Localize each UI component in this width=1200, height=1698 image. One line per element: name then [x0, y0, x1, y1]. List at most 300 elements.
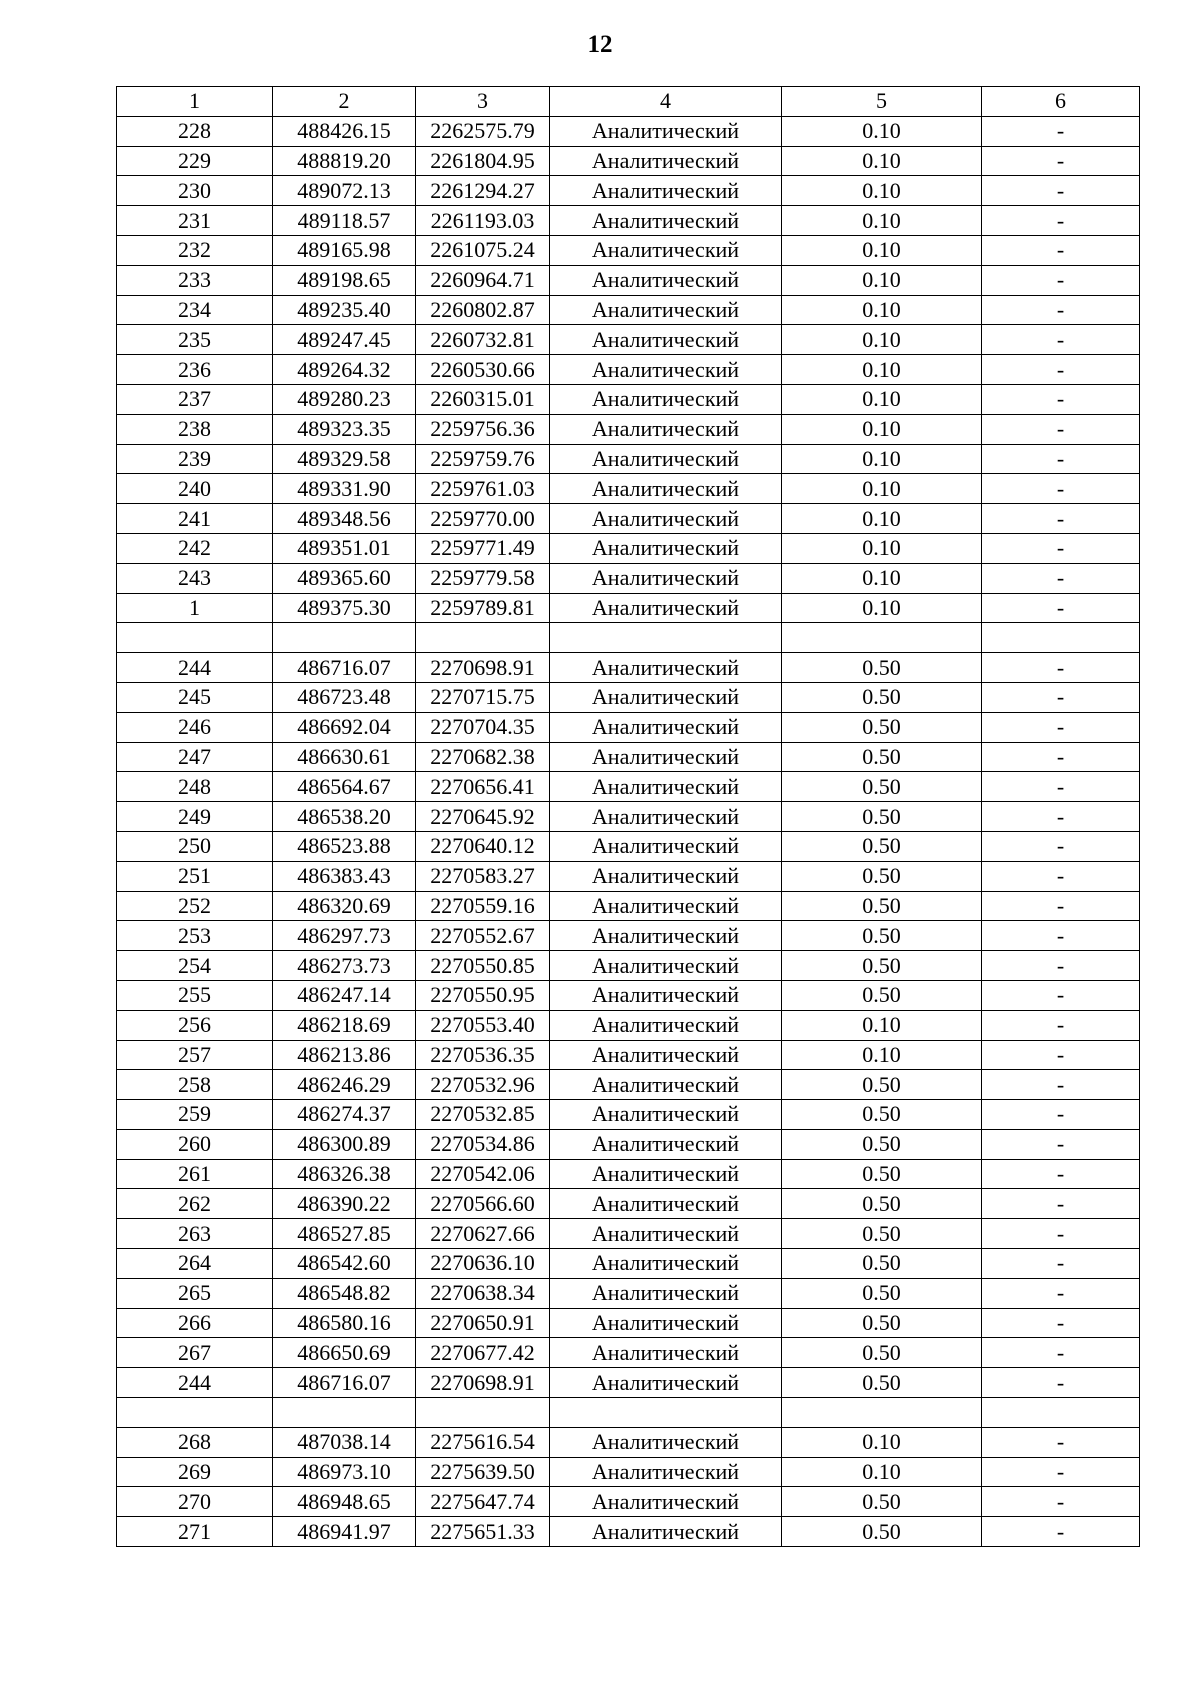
table-row [117, 891, 1140, 921]
table-row [117, 772, 1140, 802]
accuracy-cell: 0.50 [782, 1070, 982, 1100]
note-cell: - [982, 1010, 1140, 1040]
y-coordinate-cell [416, 1398, 550, 1428]
accuracy-cell [782, 623, 982, 653]
x-coordinate-cell: 489165.98 [273, 235, 416, 265]
y-coordinate-cell: 2270656.41 [416, 772, 550, 802]
table-row [117, 206, 1140, 236]
note-cell: - [982, 891, 1140, 921]
accuracy-cell: 0.50 [782, 772, 982, 802]
note-cell: - [982, 772, 1140, 802]
accuracy-cell: 0.10 [782, 146, 982, 176]
point-number-cell: 233 [117, 265, 273, 295]
note-cell: - [982, 1308, 1140, 1338]
table-row [117, 802, 1140, 832]
accuracy-cell: 0.10 [782, 1040, 982, 1070]
table-header [117, 87, 1140, 117]
point-number-cell: 255 [117, 980, 273, 1010]
table-row [117, 146, 1140, 176]
method-cell: Аналитический [550, 1427, 782, 1457]
table-row [117, 474, 1140, 504]
x-coordinate-cell: 489351.01 [273, 533, 416, 563]
accuracy-cell: 0.50 [782, 1159, 982, 1189]
accuracy-cell: 0.50 [782, 1100, 982, 1130]
y-coordinate-cell: 2270542.06 [416, 1159, 550, 1189]
y-coordinate-cell: 2270698.91 [416, 653, 550, 683]
table-row [117, 265, 1140, 295]
table-row [117, 1338, 1140, 1368]
table-row [117, 1100, 1140, 1130]
x-coordinate-cell: 486326.38 [273, 1159, 416, 1189]
accuracy-cell: 0.10 [782, 325, 982, 355]
point-number-cell: 262 [117, 1189, 273, 1219]
x-coordinate-cell: 489264.32 [273, 355, 416, 385]
accuracy-cell: 0.50 [782, 1338, 982, 1368]
table-row [117, 593, 1140, 623]
x-coordinate-cell: 486650.69 [273, 1338, 416, 1368]
y-coordinate-cell: 2275616.54 [416, 1427, 550, 1457]
point-number-cell: 238 [117, 414, 273, 444]
point-number-cell: 235 [117, 325, 273, 355]
method-cell: Аналитический [550, 1070, 782, 1100]
accuracy-cell: 0.50 [782, 891, 982, 921]
x-coordinate-cell: 489072.13 [273, 176, 416, 206]
x-coordinate-cell: 486320.69 [273, 891, 416, 921]
note-cell: - [982, 206, 1140, 236]
x-coordinate-cell: 486538.20 [273, 802, 416, 832]
x-coordinate-cell: 489329.58 [273, 444, 416, 474]
y-coordinate-cell: 2259789.81 [416, 593, 550, 623]
note-cell: - [982, 593, 1140, 623]
method-cell: Аналитический [550, 682, 782, 712]
point-number-cell: 270 [117, 1487, 273, 1517]
point-number-cell: 261 [117, 1159, 273, 1189]
y-coordinate-cell: 2260732.81 [416, 325, 550, 355]
method-cell: Аналитический [550, 116, 782, 146]
x-coordinate-cell: 486527.85 [273, 1219, 416, 1249]
x-coordinate-cell: 486273.73 [273, 951, 416, 981]
y-coordinate-cell: 2270550.85 [416, 951, 550, 981]
accuracy-cell: 0.50 [782, 1219, 982, 1249]
column-header-5: 5 [782, 87, 982, 117]
method-cell: Аналитический [550, 921, 782, 951]
y-coordinate-cell: 2270638.34 [416, 1278, 550, 1308]
note-cell: - [982, 921, 1140, 951]
note-cell: - [982, 1368, 1140, 1398]
y-coordinate-cell: 2270627.66 [416, 1219, 550, 1249]
y-coordinate-cell: 2270559.16 [416, 891, 550, 921]
note-cell: - [982, 235, 1140, 265]
x-coordinate-cell: 489348.56 [273, 504, 416, 534]
accuracy-cell: 0.50 [782, 861, 982, 891]
method-cell: Аналитический [550, 176, 782, 206]
method-cell: Аналитический [550, 742, 782, 772]
accuracy-cell: 0.50 [782, 921, 982, 951]
accuracy-cell: 0.50 [782, 1487, 982, 1517]
table-row [117, 384, 1140, 414]
x-coordinate-cell: 486383.43 [273, 861, 416, 891]
point-number-cell: 250 [117, 831, 273, 861]
accuracy-cell: 0.50 [782, 712, 982, 742]
note-cell: - [982, 951, 1140, 981]
point-number-cell: 263 [117, 1219, 273, 1249]
x-coordinate-cell: 486941.97 [273, 1517, 416, 1547]
accuracy-cell: 0.50 [782, 653, 982, 683]
point-number-cell: 248 [117, 772, 273, 802]
accuracy-cell: 0.50 [782, 1308, 982, 1338]
y-coordinate-cell: 2261075.24 [416, 235, 550, 265]
x-coordinate-cell: 489331.90 [273, 474, 416, 504]
x-coordinate-cell: 489198.65 [273, 265, 416, 295]
point-number-cell: 253 [117, 921, 273, 951]
y-coordinate-cell: 2275651.33 [416, 1517, 550, 1547]
y-coordinate-cell: 2270698.91 [416, 1368, 550, 1398]
y-coordinate-cell: 2261294.27 [416, 176, 550, 206]
point-number-cell: 244 [117, 1368, 273, 1398]
note-cell: - [982, 1189, 1140, 1219]
note-cell: - [982, 653, 1140, 683]
point-number-cell: 228 [117, 116, 273, 146]
x-coordinate-cell: 486630.61 [273, 742, 416, 772]
accuracy-cell: 0.50 [782, 1249, 982, 1279]
point-number-cell: 264 [117, 1249, 273, 1279]
x-coordinate-cell: 486948.65 [273, 1487, 416, 1517]
y-coordinate-cell: 2262575.79 [416, 116, 550, 146]
x-coordinate-cell: 486247.14 [273, 980, 416, 1010]
accuracy-cell: 0.10 [782, 563, 982, 593]
table-row [117, 355, 1140, 385]
note-cell: - [982, 742, 1140, 772]
note-cell: - [982, 1159, 1140, 1189]
point-number-cell: 240 [117, 474, 273, 504]
x-coordinate-cell: 486246.29 [273, 1070, 416, 1100]
table-row [117, 1308, 1140, 1338]
note-cell: - [982, 384, 1140, 414]
point-number-cell: 245 [117, 682, 273, 712]
point-number-cell: 260 [117, 1129, 273, 1159]
x-coordinate-cell: 486390.22 [273, 1189, 416, 1219]
accuracy-cell: 0.10 [782, 474, 982, 504]
y-coordinate-cell: 2270645.92 [416, 802, 550, 832]
y-coordinate-cell: 2270550.95 [416, 980, 550, 1010]
separator-row [117, 623, 1140, 653]
y-coordinate-cell [416, 623, 550, 653]
y-coordinate-cell: 2270534.86 [416, 1129, 550, 1159]
table-row [117, 295, 1140, 325]
method-cell: Аналитический [550, 1368, 782, 1398]
accuracy-cell: 0.10 [782, 295, 982, 325]
accuracy-cell: 0.10 [782, 206, 982, 236]
accuracy-cell: 0.50 [782, 682, 982, 712]
table-row [117, 533, 1140, 563]
note-cell: - [982, 295, 1140, 325]
y-coordinate-cell: 2270650.91 [416, 1308, 550, 1338]
x-coordinate-cell: 488819.20 [273, 146, 416, 176]
note-cell: - [982, 682, 1140, 712]
accuracy-cell: 0.50 [782, 1517, 982, 1547]
point-number-cell [117, 1398, 273, 1428]
x-coordinate-cell: 486300.89 [273, 1129, 416, 1159]
point-number-cell: 254 [117, 951, 273, 981]
point-number-cell: 232 [117, 235, 273, 265]
note-cell: - [982, 1457, 1140, 1487]
note-cell: - [982, 1219, 1140, 1249]
table-body [117, 116, 1140, 1546]
point-number-cell: 252 [117, 891, 273, 921]
method-cell: Аналитический [550, 533, 782, 563]
point-number-cell: 257 [117, 1040, 273, 1070]
method-cell: Аналитический [550, 1457, 782, 1487]
x-coordinate-cell: 489280.23 [273, 384, 416, 414]
point-number-cell: 236 [117, 355, 273, 385]
y-coordinate-cell: 2260964.71 [416, 265, 550, 295]
x-coordinate-cell: 486213.86 [273, 1040, 416, 1070]
note-cell: - [982, 325, 1140, 355]
y-coordinate-cell: 2270583.27 [416, 861, 550, 891]
page-number: 12 [587, 31, 613, 58]
method-cell: Аналитический [550, 802, 782, 832]
method-cell: Аналитический [550, 712, 782, 742]
point-number-cell: 247 [117, 742, 273, 772]
accuracy-cell [782, 1398, 982, 1428]
column-header-1: 1 [117, 87, 273, 117]
x-coordinate-cell: 489235.40 [273, 295, 416, 325]
table-row [117, 682, 1140, 712]
note-cell: - [982, 861, 1140, 891]
method-cell: Аналитический [550, 444, 782, 474]
y-coordinate-cell: 2259770.00 [416, 504, 550, 534]
method-cell: Аналитический [550, 384, 782, 414]
x-coordinate-cell: 489118.57 [273, 206, 416, 236]
y-coordinate-cell: 2275647.74 [416, 1487, 550, 1517]
y-coordinate-cell: 2259771.49 [416, 533, 550, 563]
accuracy-cell: 0.10 [782, 176, 982, 206]
accuracy-cell: 0.10 [782, 1427, 982, 1457]
method-cell [550, 1398, 782, 1428]
method-cell: Аналитический [550, 146, 782, 176]
note-cell: - [982, 474, 1140, 504]
x-coordinate-cell: 486542.60 [273, 1249, 416, 1279]
point-number-cell: 234 [117, 295, 273, 325]
table-row [117, 1219, 1140, 1249]
note-cell: - [982, 1249, 1140, 1279]
coordinates-table [116, 86, 1140, 1547]
point-number-cell [117, 623, 273, 653]
table-row [117, 1249, 1140, 1279]
column-header-2: 2 [273, 87, 416, 117]
accuracy-cell: 0.10 [782, 593, 982, 623]
x-coordinate-cell: 488426.15 [273, 116, 416, 146]
table-row [117, 742, 1140, 772]
note-cell: - [982, 1070, 1140, 1100]
method-cell: Аналитический [550, 1189, 782, 1219]
y-coordinate-cell: 2270715.75 [416, 682, 550, 712]
x-coordinate-cell: 489323.35 [273, 414, 416, 444]
y-coordinate-cell: 2259761.03 [416, 474, 550, 504]
method-cell: Аналитический [550, 1010, 782, 1040]
x-coordinate-cell: 486580.16 [273, 1308, 416, 1338]
point-number-cell: 249 [117, 802, 273, 832]
x-coordinate-cell: 486723.48 [273, 682, 416, 712]
method-cell: Аналитический [550, 980, 782, 1010]
note-cell: - [982, 1487, 1140, 1517]
table-row [117, 712, 1140, 742]
x-coordinate-cell: 486564.67 [273, 772, 416, 802]
x-coordinate-cell: 487038.14 [273, 1427, 416, 1457]
table-row [117, 1278, 1140, 1308]
point-number-cell: 230 [117, 176, 273, 206]
method-cell: Аналитический [550, 265, 782, 295]
point-number-cell: 1 [117, 593, 273, 623]
table-row [117, 980, 1140, 1010]
method-cell: Аналитический [550, 1100, 782, 1130]
point-number-cell: 269 [117, 1457, 273, 1487]
point-number-cell: 268 [117, 1427, 273, 1457]
accuracy-cell: 0.50 [782, 1278, 982, 1308]
table-row [117, 1129, 1140, 1159]
accuracy-cell: 0.50 [782, 831, 982, 861]
method-cell: Аналитический [550, 235, 782, 265]
method-cell: Аналитический [550, 1040, 782, 1070]
table-row [117, 563, 1140, 593]
accuracy-cell: 0.50 [782, 742, 982, 772]
point-number-cell: 256 [117, 1010, 273, 1040]
method-cell: Аналитический [550, 653, 782, 683]
table-row [117, 831, 1140, 861]
table-row [117, 1189, 1140, 1219]
header-row [117, 87, 1140, 117]
note-cell: - [982, 355, 1140, 385]
accuracy-cell: 0.50 [782, 802, 982, 832]
table-row [117, 1368, 1140, 1398]
note-cell: - [982, 563, 1140, 593]
table-row [117, 1487, 1140, 1517]
y-coordinate-cell: 2270677.42 [416, 1338, 550, 1368]
accuracy-cell: 0.10 [782, 533, 982, 563]
method-cell: Аналитический [550, 1487, 782, 1517]
note-cell: - [982, 444, 1140, 474]
accuracy-cell: 0.10 [782, 1457, 982, 1487]
table-row [117, 861, 1140, 891]
column-header-6: 6 [982, 87, 1140, 117]
point-number-cell: 246 [117, 712, 273, 742]
accuracy-cell: 0.10 [782, 504, 982, 534]
column-header-4: 4 [550, 87, 782, 117]
method-cell: Аналитический [550, 295, 782, 325]
accuracy-cell: 0.10 [782, 265, 982, 295]
table-row [117, 1070, 1140, 1100]
x-coordinate-cell [273, 623, 416, 653]
accuracy-cell: 0.50 [782, 1189, 982, 1219]
accuracy-cell: 0.10 [782, 355, 982, 385]
method-cell: Аналитический [550, 355, 782, 385]
method-cell: Аналитический [550, 593, 782, 623]
x-coordinate-cell: 486692.04 [273, 712, 416, 742]
accuracy-cell: 0.10 [782, 444, 982, 474]
method-cell: Аналитический [550, 563, 782, 593]
y-coordinate-cell: 2270552.67 [416, 921, 550, 951]
column-header-3: 3 [416, 87, 550, 117]
y-coordinate-cell: 2260315.01 [416, 384, 550, 414]
note-cell: - [982, 146, 1140, 176]
note-cell: - [982, 802, 1140, 832]
y-coordinate-cell: 2270682.38 [416, 742, 550, 772]
y-coordinate-cell: 2275639.50 [416, 1457, 550, 1487]
note-cell: - [982, 533, 1140, 563]
note-cell: - [982, 176, 1140, 206]
x-coordinate-cell: 486716.07 [273, 653, 416, 683]
accuracy-cell: 0.10 [782, 384, 982, 414]
point-number-cell: 251 [117, 861, 273, 891]
note-cell [982, 623, 1140, 653]
y-coordinate-cell: 2259759.76 [416, 444, 550, 474]
y-coordinate-cell: 2270636.10 [416, 1249, 550, 1279]
note-cell: - [982, 1517, 1140, 1547]
y-coordinate-cell: 2259779.58 [416, 563, 550, 593]
y-coordinate-cell: 2259756.36 [416, 414, 550, 444]
table-row [117, 1427, 1140, 1457]
point-number-cell: 241 [117, 504, 273, 534]
point-number-cell: 229 [117, 146, 273, 176]
note-cell: - [982, 1100, 1140, 1130]
y-coordinate-cell: 2270566.60 [416, 1189, 550, 1219]
table-row [117, 444, 1140, 474]
x-coordinate-cell: 486548.82 [273, 1278, 416, 1308]
x-coordinate-cell: 489247.45 [273, 325, 416, 355]
method-cell: Аналитический [550, 951, 782, 981]
method-cell: Аналитический [550, 325, 782, 355]
note-cell: - [982, 504, 1140, 534]
point-number-cell: 244 [117, 653, 273, 683]
accuracy-cell: 0.10 [782, 414, 982, 444]
y-coordinate-cell: 2270640.12 [416, 831, 550, 861]
x-coordinate-cell [273, 1398, 416, 1428]
accuracy-cell: 0.50 [782, 1129, 982, 1159]
note-cell: - [982, 265, 1140, 295]
y-coordinate-cell: 2270553.40 [416, 1010, 550, 1040]
x-coordinate-cell: 486523.88 [273, 831, 416, 861]
point-number-cell: 242 [117, 533, 273, 563]
note-cell: - [982, 1427, 1140, 1457]
accuracy-cell: 0.10 [782, 116, 982, 146]
accuracy-cell: 0.50 [782, 980, 982, 1010]
note-cell [982, 1398, 1140, 1428]
method-cell: Аналитический [550, 1517, 782, 1547]
note-cell: - [982, 1129, 1140, 1159]
y-coordinate-cell: 2261804.95 [416, 146, 550, 176]
table-row [117, 1457, 1140, 1487]
x-coordinate-cell: 489375.30 [273, 593, 416, 623]
method-cell: Аналитический [550, 504, 782, 534]
method-cell: Аналитический [550, 1308, 782, 1338]
method-cell [550, 623, 782, 653]
y-coordinate-cell: 2261193.03 [416, 206, 550, 236]
method-cell: Аналитический [550, 1249, 782, 1279]
x-coordinate-cell: 486973.10 [273, 1457, 416, 1487]
accuracy-cell: 0.50 [782, 951, 982, 981]
y-coordinate-cell: 2260530.66 [416, 355, 550, 385]
method-cell: Аналитический [550, 206, 782, 236]
note-cell: - [982, 1040, 1140, 1070]
x-coordinate-cell: 489365.60 [273, 563, 416, 593]
point-number-cell: 271 [117, 1517, 273, 1547]
point-number-cell: 259 [117, 1100, 273, 1130]
accuracy-cell: 0.50 [782, 1368, 982, 1398]
method-cell: Аналитический [550, 414, 782, 444]
table-row [117, 1040, 1140, 1070]
y-coordinate-cell: 2260802.87 [416, 295, 550, 325]
note-cell: - [982, 831, 1140, 861]
